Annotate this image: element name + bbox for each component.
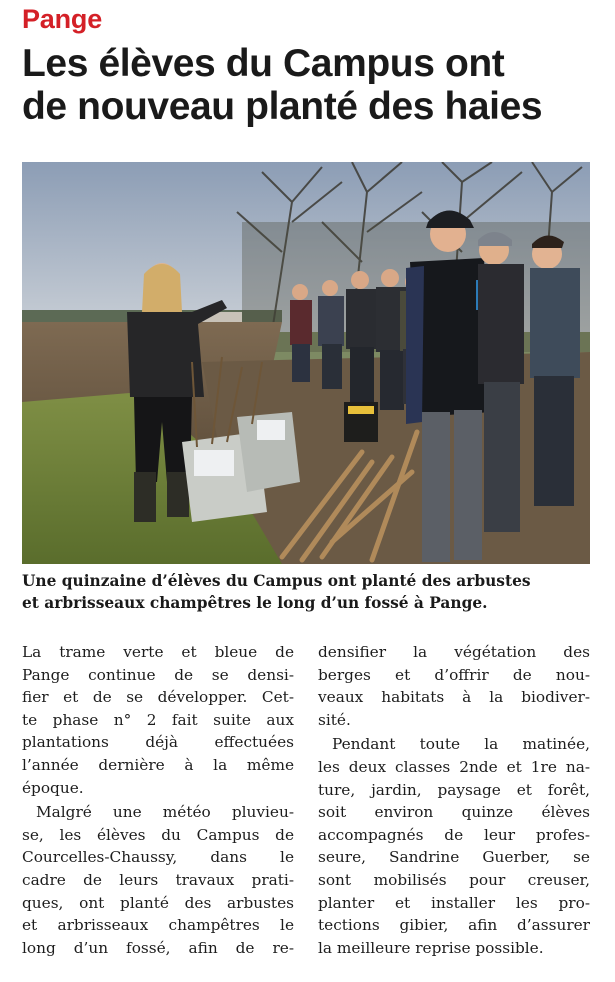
body-line: ques, ont planté des arbustes xyxy=(22,893,294,912)
body-line: long d’un fossé, afin de re- xyxy=(22,938,294,957)
body-line: sité. xyxy=(318,710,351,729)
body-line: planter et installer les pro- xyxy=(318,893,590,912)
headline-line: Les élèves du Campus ont xyxy=(22,42,505,85)
article-photo xyxy=(22,162,590,564)
body-line: tections gibier, afin d’assurer xyxy=(318,916,590,935)
body-line: l’année dernière à la même xyxy=(22,755,294,774)
body-line: fier et de se développer. Cet- xyxy=(22,688,294,707)
caption-line: Une quinzaine d’élèves du Campus ont planté des arbustes xyxy=(22,572,531,590)
body-line: te phase n° 2 fait suite aux xyxy=(22,710,294,729)
body-line: époque. xyxy=(22,778,84,797)
body-line: plantations déjà effectuées xyxy=(22,733,294,752)
body-line: accompagnés de leur profes- xyxy=(318,825,590,844)
section-kicker: Pange xyxy=(22,4,103,34)
headline-line: de nouveau planté des haies xyxy=(22,85,543,128)
body-line: les deux classes 2nde et 1re na- xyxy=(318,757,590,776)
article-body-column-left xyxy=(22,641,294,959)
body-line: densifier la végétation des xyxy=(318,643,590,661)
body-line: seure, Sandrine Guerber, se xyxy=(318,848,590,867)
body-line: La trame verte et bleue de xyxy=(22,643,294,661)
body-line: se, les élèves du Campus de xyxy=(22,825,294,844)
photo-caption xyxy=(22,570,597,614)
body-line: sont mobilisés pour creuser, xyxy=(318,870,590,889)
body-line: et arbrisseaux champêtres le xyxy=(22,916,294,935)
body-line: Courcelles-Chaussy, dans le xyxy=(22,848,294,867)
caption-line: et arbrisseaux champêtres le long d’un fossé à Pange. xyxy=(22,594,488,612)
body-line: berges et d’offrir de nou- xyxy=(318,665,590,684)
body-line: cadre de leurs travaux prati- xyxy=(22,870,294,889)
body-line: veaux habitats à la biodiver- xyxy=(318,688,590,707)
body-line: ture, jardin, paysage et forêt, xyxy=(318,780,590,799)
body-line: Pange continue de se densi- xyxy=(22,665,294,684)
body-line: soit environ quinze élèves xyxy=(318,803,590,822)
photo-students-planting-hedges-icon xyxy=(22,162,590,564)
body-line: la meilleure reprise possible. xyxy=(318,938,544,957)
body-line: Pendant toute la matinée, xyxy=(332,735,590,754)
body-line: Malgré une météo pluvieu- xyxy=(36,803,294,822)
article-body-column-right xyxy=(318,641,590,959)
article-headline xyxy=(22,42,602,128)
